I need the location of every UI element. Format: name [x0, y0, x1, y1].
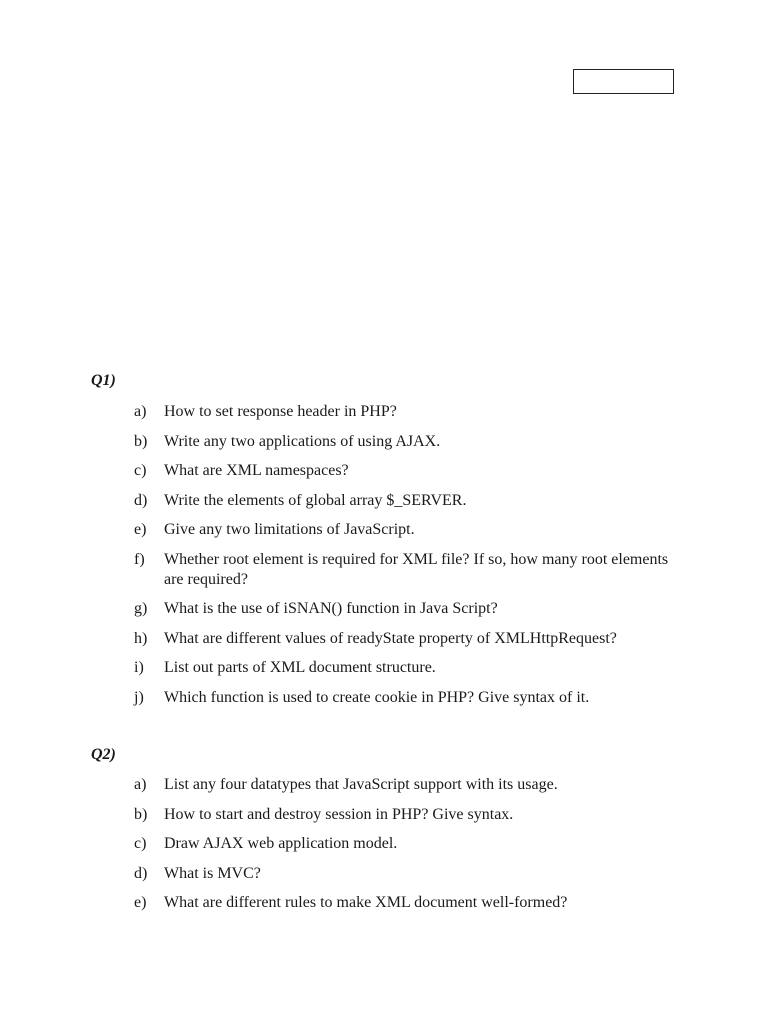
question-item	[0, 834, 680, 854]
question-letter: b)	[134, 432, 148, 450]
question-text: What are XML namespaces?	[164, 462, 349, 479]
question-text: What are different rules to make XML document well-formed?	[164, 894, 568, 911]
question-letter: j)	[134, 688, 144, 706]
question-text: What are different values of readyState property of XMLHttpRequest?	[164, 629, 617, 647]
question-letter: e)	[134, 521, 147, 538]
question-heading: Q1)	[91, 372, 116, 389]
question-item	[0, 491, 680, 511]
question-text: Which function is used to create cookie in PHP? Give syntax of it.	[164, 688, 590, 706]
question-letter: i)	[134, 659, 144, 676]
question-letter: c)	[134, 462, 147, 479]
question-text: Draw AJAX web application model.	[164, 835, 398, 852]
question-letter: a)	[134, 776, 147, 793]
question-item	[0, 461, 680, 481]
question-text: How to start and destroy session in PHP? Give syntax.	[164, 805, 514, 823]
question-text: Give any two limitations of JavaScript.	[164, 521, 415, 538]
question-item	[0, 402, 680, 422]
question-item	[0, 520, 680, 540]
question-list	[0, 402, 680, 717]
question-item	[0, 688, 680, 708]
question-item	[0, 864, 680, 884]
question-text: List any four datatypes that JavaScript support with its usage.	[164, 776, 558, 793]
question-text: Whether root element is required for XML file? If so, how many root elements are required?	[164, 550, 669, 588]
question-item	[0, 658, 680, 678]
question-item	[0, 432, 680, 452]
question-letter: c)	[134, 835, 147, 852]
question-letter: h)	[134, 629, 148, 647]
question-text: What is the use of iSNAN() function in Java Script?	[164, 600, 498, 617]
question-text: What is MVC?	[164, 864, 261, 882]
question-letter: d)	[134, 864, 148, 882]
question-letter: g)	[134, 600, 148, 617]
question-letter: a)	[134, 403, 147, 420]
question-text: Write the elements of global array $_SERVER.	[164, 491, 467, 509]
question-letter: e)	[134, 894, 147, 911]
question-letter: f)	[134, 550, 145, 568]
question-item	[0, 629, 680, 649]
question-text: Write any two applications of using AJAX.	[164, 432, 441, 450]
question-item	[0, 550, 680, 590]
question-item	[0, 805, 680, 825]
question-heading: Q2)	[91, 746, 116, 763]
question-text: How to set response header in PHP?	[164, 403, 397, 420]
question-text: List out parts of XML document structure.	[164, 659, 436, 676]
question-item	[0, 599, 680, 619]
question-list	[0, 775, 680, 923]
seat-number-box	[573, 69, 674, 94]
question-letter: d)	[134, 491, 148, 509]
question-item	[0, 893, 680, 913]
question-item	[0, 775, 680, 795]
question-letter: b)	[134, 805, 148, 823]
